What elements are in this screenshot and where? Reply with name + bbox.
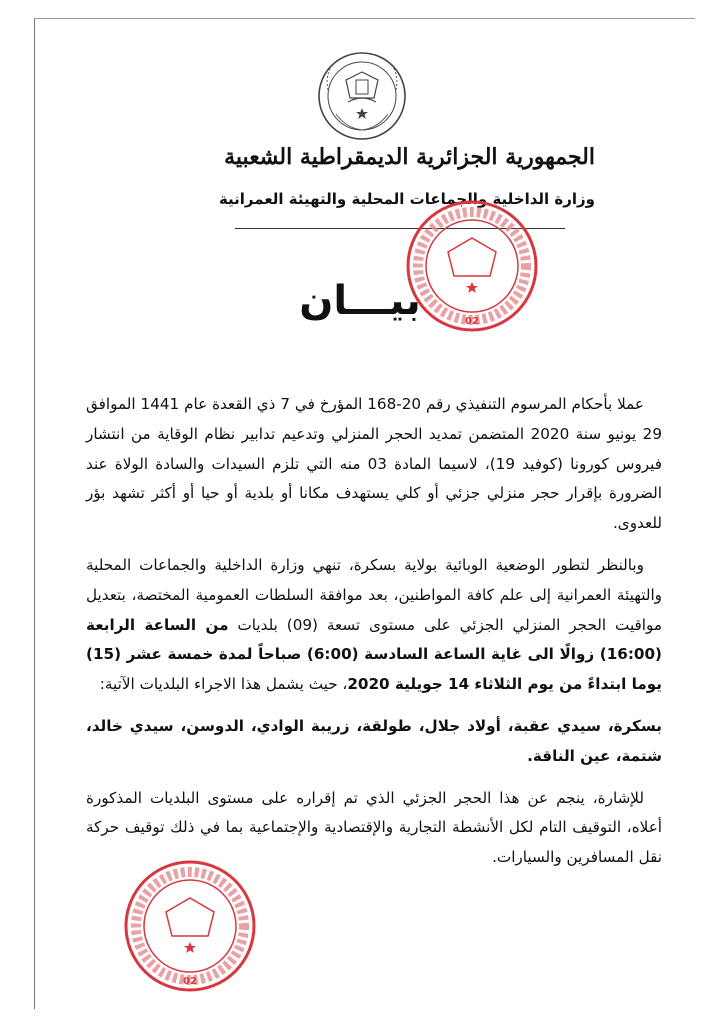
ministry-header: وزارة الداخلية والجماعات المحلية والتهيئة العمرانية (218, 190, 595, 208)
stamp-bottom-number: 02 (183, 976, 197, 987)
official-seal-bottom-icon (120, 856, 260, 996)
paragraph-note: للإشارة، ينجم عن هذا الحجر الجزئي الذي تم إقراره على مستوى البلديات المذكورة أعلاه، التوقيف التام لكل الأنشطة التجارية والإقتصادية والإجتماعية بما في ذلك توقيف حركة نقل المسافرين والسيارات. (86, 788, 662, 867)
statement-body (86, 390, 662, 885)
curfew-hours: من الساعة الرابعة (16:00) زوالًا الى غاية الساعة السادسة (6:00) صباحاً لمدة خمسة عشر (15) يوما ابتداءً من يوم الثلاثاء 14 جويلية 2020 (86, 615, 662, 694)
paragraph-decree: عملا بأحكام المرسوم التنفيذي رقم 20-168 المؤرخ في 7 ذي القعدة عام 1441 الموافق 29 يونيو سنة 2020 المتضمن تمديد الحجر المنزلي وتدعيم تدابير نظام الوقاية من انتشار فيروس كورونا (كوفيد 19)، لاسيما المادة 03 منه التي تلزم السيدات والسادة الولاة عند الضرورة بإقرار حجر منزلي جزئي أو كلي يستهدف مكانا أو بلدية أو حيا أو أكثر تشهد بؤر للعدوى. (86, 395, 662, 533)
paragraph-announcement-end: ، حيث يشمل هذا الاجراء البلديات الآتية: (99, 675, 348, 694)
stamp-top-number: 02 (465, 316, 479, 327)
paragraph-announcement-intro: وبالنظر لتطور الوضعية الوبائية بولاية بسكرة، تنهي وزارة الداخلية والجماعات المحلية والتهيئة العمرانية إلى علم كافة المواطنين، بعد موافقة السلطات العمومية المختصة، بتعديل مواقيت الحجر المنزلي الجزئي على مستوى تسعة (09) بلديات (86, 555, 662, 634)
statement-title: بيـــان (299, 278, 421, 324)
coat-of-arms-icon (316, 50, 408, 142)
municipalities-list: بسكرة، سيدي عقبة، أولاد جلال، طولقة، زريبة الوادي، الدوسن، سيدي خالد، شتمة، عين الناقة. (86, 716, 662, 765)
paragraph-announcement (86, 551, 662, 700)
republic-header: الجمهورية الجزائرية الديمقراطية الشعبية (224, 144, 595, 170)
